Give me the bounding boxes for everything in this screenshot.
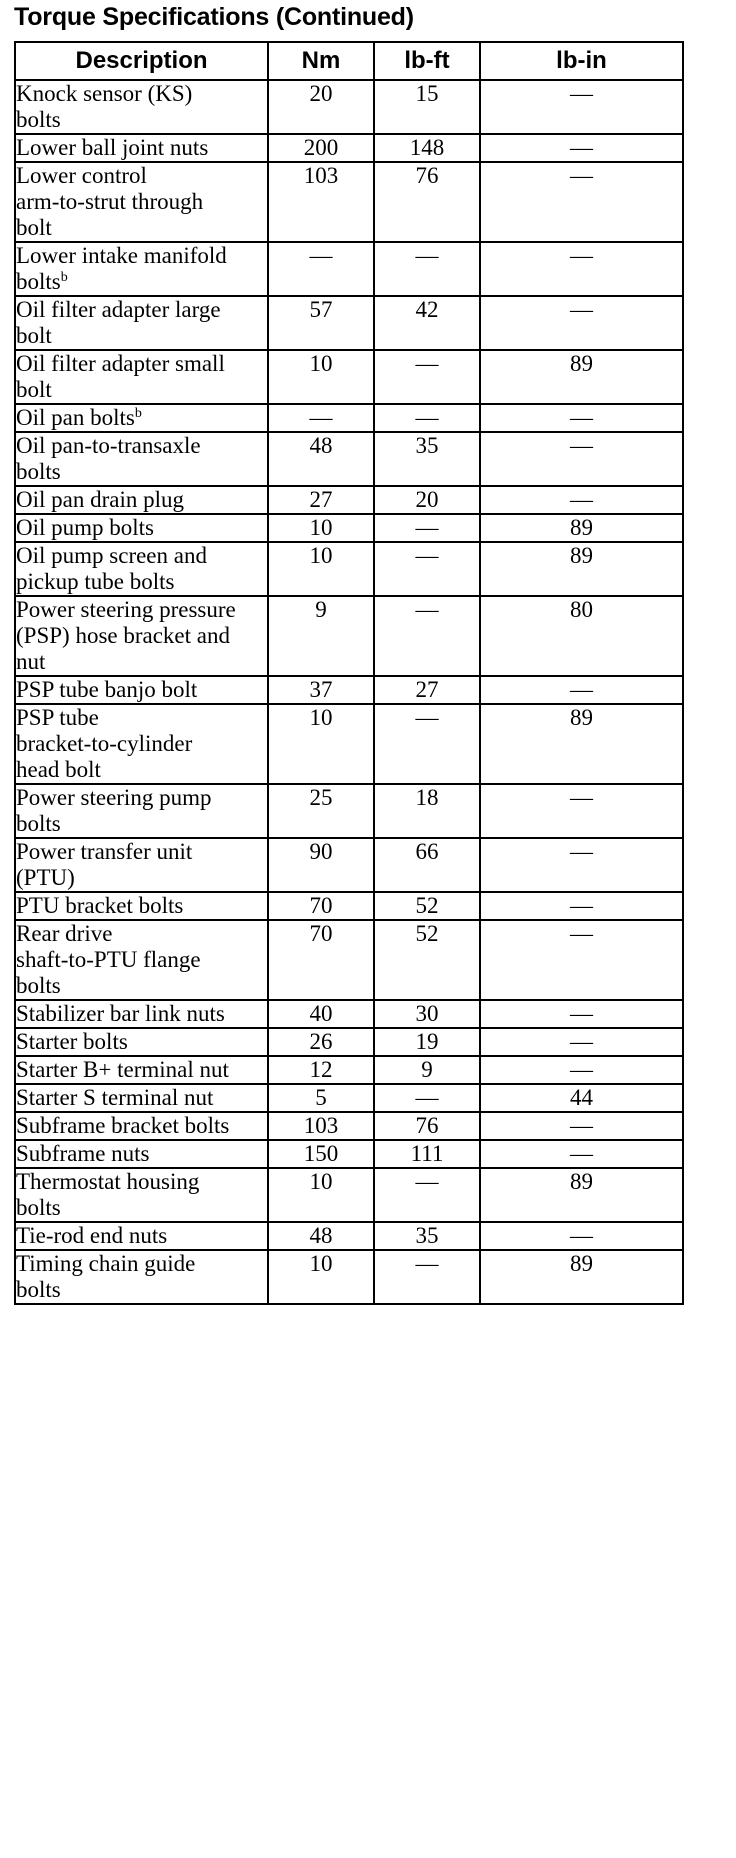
lbin-cell: — — [480, 676, 683, 704]
lbft-cell: 35 — [374, 432, 480, 486]
footnote-marker: b — [60, 270, 68, 285]
description-text: Oil filter adapter small — [16, 351, 225, 376]
description-cell — [15, 486, 268, 514]
table-row — [15, 486, 683, 514]
description-cell — [15, 892, 268, 920]
table-row — [15, 80, 683, 134]
description-cell — [15, 1000, 268, 1028]
description-text: nut — [16, 649, 46, 674]
nm-cell: — — [268, 404, 374, 432]
description-cell — [15, 838, 268, 892]
description-line — [16, 1029, 267, 1055]
torque-spec-table — [14, 41, 684, 1305]
description-text: bracket-to-cylinder — [16, 731, 193, 756]
lbft-cell: — — [374, 1084, 480, 1112]
description-text: pickup tube bolts — [16, 569, 175, 594]
table-row — [15, 1112, 683, 1140]
table-row — [15, 242, 683, 296]
table-row — [15, 1028, 683, 1056]
lbin-cell: — — [480, 1112, 683, 1140]
description-text: Lower ball joint nuts — [16, 135, 209, 160]
table-row — [15, 1000, 683, 1028]
description-line — [16, 811, 267, 837]
description-line — [16, 107, 267, 133]
table-row — [15, 514, 683, 542]
description-line — [16, 323, 267, 349]
lbft-cell: — — [374, 542, 480, 596]
lbft-cell: — — [374, 1168, 480, 1222]
nm-cell: 150 — [268, 1140, 374, 1168]
description-line — [16, 1113, 267, 1139]
nm-cell: 20 — [268, 80, 374, 134]
description-text: Starter S terminal nut — [16, 1085, 214, 1110]
nm-cell: 103 — [268, 1112, 374, 1140]
lbin-cell: — — [480, 486, 683, 514]
lbin-cell: — — [480, 838, 683, 892]
description-text: Oil pump screen and — [16, 543, 207, 568]
description-line — [16, 297, 267, 323]
table-row — [15, 704, 683, 784]
description-text: bolts — [16, 269, 61, 294]
description-cell — [15, 1250, 268, 1304]
description-text: Stabilizer bar link nuts — [16, 1001, 225, 1026]
nm-cell: 27 — [268, 486, 374, 514]
description-text: Oil pan-to-transaxle — [16, 433, 201, 458]
lbin-cell: — — [480, 1056, 683, 1084]
lbft-cell: — — [374, 514, 480, 542]
table-row — [15, 596, 683, 676]
description-text: Oil pan bolts — [16, 405, 135, 430]
nm-cell: 10 — [268, 542, 374, 596]
lbin-cell: — — [480, 1000, 683, 1028]
description-cell — [15, 676, 268, 704]
nm-cell: 70 — [268, 920, 374, 1000]
description-cell — [15, 432, 268, 486]
lbin-cell: — — [480, 892, 683, 920]
description-line — [16, 973, 267, 999]
description-cell — [15, 1084, 268, 1112]
description-line — [16, 893, 267, 919]
table-row — [15, 134, 683, 162]
header-description: Description — [15, 42, 268, 80]
lbin-cell: 89 — [480, 1168, 683, 1222]
nm-cell: 48 — [268, 432, 374, 486]
description-line — [16, 215, 267, 241]
description-line — [16, 433, 267, 459]
description-text: shaft-to-PTU flange — [16, 947, 201, 972]
description-line — [16, 921, 267, 947]
lbft-cell: 27 — [374, 676, 480, 704]
lbft-cell: 30 — [374, 1000, 480, 1028]
table-row — [15, 1140, 683, 1168]
nm-cell: 12 — [268, 1056, 374, 1084]
description-cell — [15, 514, 268, 542]
lbin-cell: — — [480, 80, 683, 134]
description-text: (PTU) — [16, 865, 75, 890]
table-row — [15, 784, 683, 838]
description-text: head bolt — [16, 757, 101, 782]
description-line — [16, 459, 267, 485]
nm-cell: 10 — [268, 514, 374, 542]
description-line — [16, 569, 267, 595]
nm-cell: 48 — [268, 1222, 374, 1250]
table-row — [15, 892, 683, 920]
lbin-cell: — — [480, 404, 683, 432]
lbin-cell: — — [480, 432, 683, 486]
lbft-cell: 19 — [374, 1028, 480, 1056]
description-line — [16, 785, 267, 811]
description-text: arm-to-strut through — [16, 189, 204, 214]
description-text: bolts — [16, 1195, 61, 1220]
lbft-cell: 76 — [374, 1112, 480, 1140]
description-line — [16, 487, 267, 513]
lbft-cell: — — [374, 704, 480, 784]
description-cell — [15, 542, 268, 596]
nm-cell: — — [268, 242, 374, 296]
description-cell — [15, 1140, 268, 1168]
lbft-cell: 15 — [374, 80, 480, 134]
lbft-cell: 42 — [374, 296, 480, 350]
header-lbin: lb-in — [480, 42, 683, 80]
lbft-cell: 20 — [374, 486, 480, 514]
nm-cell: 25 — [268, 784, 374, 838]
table-body — [15, 80, 683, 1304]
description-cell — [15, 162, 268, 242]
description-text: Subframe nuts — [16, 1141, 150, 1166]
description-text: bolt — [16, 215, 52, 240]
description-line — [16, 649, 267, 675]
lbft-cell: 35 — [374, 1222, 480, 1250]
lbft-cell: — — [374, 242, 480, 296]
nm-cell: 5 — [268, 1084, 374, 1112]
description-cell — [15, 784, 268, 838]
nm-cell: 10 — [268, 1250, 374, 1304]
description-text: Thermostat housing — [16, 1169, 200, 1194]
table-row — [15, 1084, 683, 1112]
lbin-cell: — — [480, 162, 683, 242]
lbin-cell: 89 — [480, 1250, 683, 1304]
lbin-cell: 80 — [480, 596, 683, 676]
nm-cell: 200 — [268, 134, 374, 162]
description-text: Knock sensor (KS) — [16, 81, 193, 106]
lbin-cell: — — [480, 1222, 683, 1250]
description-text: Lower intake manifold — [16, 243, 227, 268]
description-line — [16, 135, 267, 161]
description-line — [16, 515, 267, 541]
nm-cell: 10 — [268, 704, 374, 784]
nm-cell: 90 — [268, 838, 374, 892]
description-text: Starter B+ terminal nut — [16, 1057, 229, 1082]
description-cell — [15, 1222, 268, 1250]
nm-cell: 37 — [268, 676, 374, 704]
description-text: Oil filter adapter large — [16, 297, 221, 322]
description-cell — [15, 80, 268, 134]
description-text: Subframe bracket bolts — [16, 1113, 230, 1138]
description-line — [16, 623, 267, 649]
description-text: Oil pump bolts — [16, 515, 155, 540]
table-header-row — [15, 42, 683, 80]
description-cell — [15, 1028, 268, 1056]
header-nm: Nm — [268, 42, 374, 80]
table-row — [15, 296, 683, 350]
nm-cell: 70 — [268, 892, 374, 920]
description-line — [16, 839, 267, 865]
description-line — [16, 163, 267, 189]
table-row — [15, 676, 683, 704]
table-row — [15, 404, 683, 432]
lbft-cell: — — [374, 1250, 480, 1304]
description-line — [16, 405, 267, 431]
header-lbft: lb-ft — [374, 42, 480, 80]
description-line — [16, 1141, 267, 1167]
description-line — [16, 1001, 267, 1027]
table-row — [15, 432, 683, 486]
description-line — [16, 1277, 267, 1303]
description-text: bolt — [16, 377, 52, 402]
description-text: PSP tube — [16, 705, 99, 730]
lbft-cell: 18 — [374, 784, 480, 838]
description-text: (PSP) hose bracket and — [16, 623, 230, 648]
lbin-cell: — — [480, 784, 683, 838]
description-cell — [15, 404, 268, 432]
lbft-cell: 52 — [374, 920, 480, 1000]
lbin-cell: — — [480, 242, 683, 296]
lbin-cell: 89 — [480, 542, 683, 596]
table-row — [15, 162, 683, 242]
nm-cell: 40 — [268, 1000, 374, 1028]
description-line — [16, 1169, 267, 1195]
description-text: Power steering pump — [16, 785, 212, 810]
table-row — [15, 1056, 683, 1084]
description-text: Rear drive — [16, 921, 113, 946]
lbin-cell: — — [480, 296, 683, 350]
description-cell — [15, 596, 268, 676]
table-row — [15, 920, 683, 1000]
description-cell — [15, 350, 268, 404]
description-text: bolts — [16, 107, 61, 132]
table-row — [15, 1168, 683, 1222]
description-cell — [15, 242, 268, 296]
description-line — [16, 81, 267, 107]
lbin-cell: 89 — [480, 704, 683, 784]
description-cell — [15, 134, 268, 162]
lbft-cell: — — [374, 596, 480, 676]
description-cell — [15, 296, 268, 350]
description-line — [16, 351, 267, 377]
description-text: PSP tube banjo bolt — [16, 677, 198, 702]
nm-cell: 10 — [268, 1168, 374, 1222]
description-line — [16, 1057, 267, 1083]
description-line — [16, 543, 267, 569]
page-title: Torque Specifications (Continued) — [14, 3, 414, 31]
lbft-cell: 111 — [374, 1140, 480, 1168]
description-cell — [15, 1168, 268, 1222]
description-text: Power transfer unit — [16, 839, 193, 864]
nm-cell: 26 — [268, 1028, 374, 1056]
description-cell — [15, 920, 268, 1000]
description-line — [16, 1251, 267, 1277]
description-line — [16, 377, 267, 403]
description-text: Lower control — [16, 163, 147, 188]
footnote-marker: b — [134, 406, 142, 421]
description-line — [16, 1195, 267, 1221]
lbft-cell: 76 — [374, 162, 480, 242]
description-text: PTU bracket bolts — [16, 893, 184, 918]
description-line — [16, 1085, 267, 1111]
nm-cell: 57 — [268, 296, 374, 350]
lbft-cell: 52 — [374, 892, 480, 920]
description-line — [16, 757, 267, 783]
description-line — [16, 597, 267, 623]
table-row — [15, 1222, 683, 1250]
description-text: bolts — [16, 811, 61, 836]
table-row — [15, 1250, 683, 1304]
lbin-cell: — — [480, 920, 683, 1000]
description-cell — [15, 704, 268, 784]
description-text: Power steering pressure — [16, 597, 236, 622]
description-cell — [15, 1056, 268, 1084]
lbft-cell: 148 — [374, 134, 480, 162]
description-line — [16, 677, 267, 703]
table-row — [15, 350, 683, 404]
table-row — [15, 838, 683, 892]
nm-cell: 9 — [268, 596, 374, 676]
description-line — [16, 947, 267, 973]
description-line — [16, 189, 267, 215]
lbin-cell: — — [480, 1140, 683, 1168]
lbin-cell: 44 — [480, 1084, 683, 1112]
description-line — [16, 243, 267, 269]
lbft-cell: 66 — [374, 838, 480, 892]
lbft-cell: — — [374, 350, 480, 404]
description-text: Oil pan drain plug — [16, 487, 184, 512]
description-text: bolt — [16, 323, 52, 348]
description-text: Starter bolts — [16, 1029, 128, 1054]
lbin-cell: 89 — [480, 514, 683, 542]
lbin-cell: — — [480, 134, 683, 162]
table-row — [15, 542, 683, 596]
description-text: bolts — [16, 459, 61, 484]
description-line — [16, 705, 267, 731]
description-text: bolts — [16, 973, 61, 998]
nm-cell: 10 — [268, 350, 374, 404]
lbft-cell: — — [374, 404, 480, 432]
description-text: Tie-rod end nuts — [16, 1223, 168, 1248]
description-line — [16, 1223, 267, 1249]
description-text: Timing chain guide — [16, 1251, 196, 1276]
description-cell — [15, 1112, 268, 1140]
description-text: bolts — [16, 1277, 61, 1302]
lbft-cell: 9 — [374, 1056, 480, 1084]
lbin-cell: — — [480, 1028, 683, 1056]
description-line — [16, 269, 267, 295]
nm-cell: 103 — [268, 162, 374, 242]
description-line — [16, 865, 267, 891]
lbin-cell: 89 — [480, 350, 683, 404]
description-line — [16, 731, 267, 757]
